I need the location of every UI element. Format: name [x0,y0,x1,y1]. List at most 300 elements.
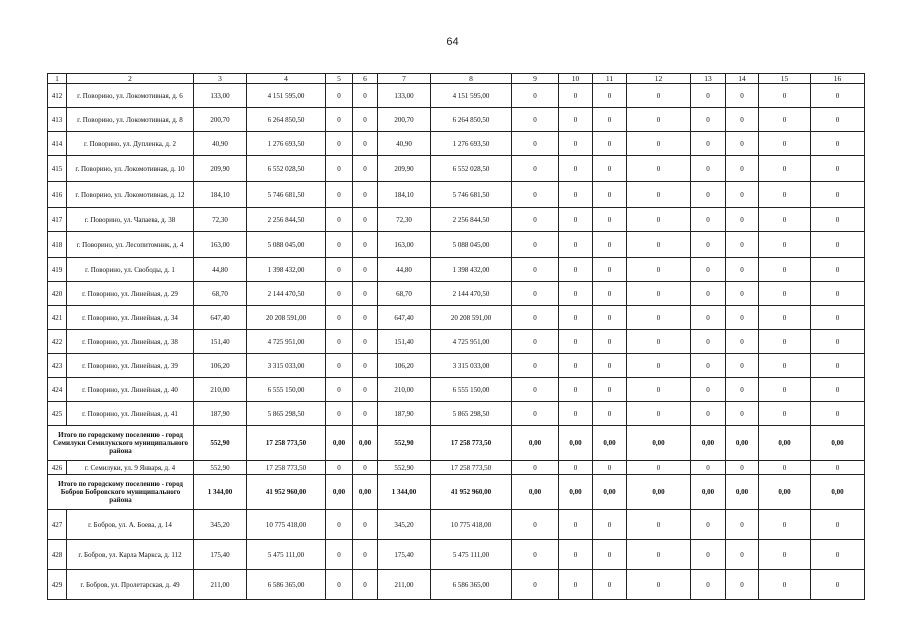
table-cell: 0 [353,182,378,208]
table-cell: 106,20 [194,354,247,378]
table-cell: 68,70 [378,282,431,306]
table-cell: 0 [353,570,378,600]
table-cell: 0,00 [627,475,691,510]
table-cell: 0 [353,306,378,330]
table-cell: г. Поворино, ул. Локомотивная, д. 10 [67,156,194,182]
table-cell: 133,00 [378,84,431,108]
table-cell: 0 [353,84,378,108]
table-cell: г. Поворино, ул. Лесопитомник, д. 4 [67,232,194,258]
table-cell: 0 [326,330,353,354]
table-cell: 0 [512,282,559,306]
column-number-cell: 16 [811,74,865,84]
table-cell: 0 [559,378,593,402]
table-cell: 0 [512,570,559,600]
table-cell: 0 [593,258,627,282]
table-cell: 151,40 [194,330,247,354]
table-cell: 0 [759,182,811,208]
table-cell: 210,00 [194,378,247,402]
table-cell: 106,20 [378,354,431,378]
subtotal-row [48,426,865,461]
table-cell: 0 [726,132,759,156]
table-cell: 0 [559,156,593,182]
table-cell: 0 [759,282,811,306]
table-cell: 0 [759,108,811,132]
table-cell: 0 [627,108,691,132]
table-cell: 17 258 773,50 [247,426,326,461]
table-cell: 647,40 [194,306,247,330]
table-cell: 0 [326,378,353,402]
table-cell: 0 [627,354,691,378]
table-cell: 187,90 [194,402,247,426]
table-cell: 0 [726,208,759,232]
table-cell: 0 [559,282,593,306]
table-cell: 418 [48,232,67,258]
table-cell: 0 [593,510,627,540]
table-cell: 0 [811,232,865,258]
table-cell: 414 [48,132,67,156]
table-cell: 2 144 470,50 [431,282,512,306]
table-cell: 0 [759,510,811,540]
table-cell: 0 [559,540,593,570]
table-cell: 0 [726,306,759,330]
table-cell: 0 [512,378,559,402]
table-cell: 4 151 595,00 [247,84,326,108]
column-number-cell: 1 [48,74,67,84]
table-cell: 5 746 681,50 [247,182,326,208]
table-row [48,540,865,570]
table-cell: 0 [811,570,865,600]
table-cell: г. Поворино, ул. Линейная, д. 38 [67,330,194,354]
table-cell: 0 [326,570,353,600]
table-cell: 428 [48,540,67,570]
table-cell: 0 [353,354,378,378]
table-cell: 0 [512,306,559,330]
table-cell: 345,20 [378,510,431,540]
table-cell: 0 [559,330,593,354]
table-cell: 0,00 [353,426,378,461]
table-cell: 0 [593,461,627,475]
table-cell: 200,70 [194,108,247,132]
column-number-cell: 6 [353,74,378,84]
column-number-cell: 10 [559,74,593,84]
table-cell: 1 344,00 [194,475,247,510]
table-cell: 0 [353,132,378,156]
table-cell: 0 [353,330,378,354]
table-cell: 0 [512,330,559,354]
table-cell: 0 [691,258,726,282]
table-cell: 0 [353,282,378,306]
table-cell: г. Поворино, ул. Линейная, д. 39 [67,354,194,378]
table-row [48,182,865,208]
housing-register-table [47,73,865,600]
table-cell: 0 [326,510,353,540]
table-cell: 345,20 [194,510,247,540]
column-number-row [48,74,865,84]
table-cell: 0 [691,510,726,540]
table-cell: 5 865 298,50 [431,402,512,426]
table-cell: 0 [811,208,865,232]
table-row [48,354,865,378]
table-cell: 0 [627,232,691,258]
table-cell: 552,90 [194,461,247,475]
table-cell: 0 [811,510,865,540]
table-cell: 0 [353,510,378,540]
table-cell: 209,90 [194,156,247,182]
table-cell: 0 [627,306,691,330]
table-cell: 0 [811,282,865,306]
table-cell: 0 [512,132,559,156]
table-cell: 0 [691,570,726,600]
table-cell: 0 [759,84,811,108]
table-cell: 0 [811,84,865,108]
table-cell: 0 [726,354,759,378]
table-cell: 209,90 [378,156,431,182]
table-cell: 0 [512,156,559,182]
table-cell: 0 [726,570,759,600]
table-cell: 2 144 470,50 [247,282,326,306]
table-cell: 10 775 418,00 [247,510,326,540]
table-cell: 0 [627,330,691,354]
table-cell: 0 [353,461,378,475]
table-cell: 0 [559,84,593,108]
table-cell: 1 276 693,50 [247,132,326,156]
table-cell: 0 [326,258,353,282]
table-cell: г. Поворино, ул. Линейная, д. 29 [67,282,194,306]
table-cell: 0 [559,570,593,600]
column-number-cell: 11 [593,74,627,84]
table-cell: 5 475 111,00 [431,540,512,570]
table-cell: 0 [726,84,759,108]
table-cell: 0 [353,540,378,570]
table-cell: 0 [759,232,811,258]
table-cell: 0 [691,108,726,132]
table-cell: 0 [326,306,353,330]
table-cell: 0 [726,282,759,306]
table-cell: 0 [811,182,865,208]
column-number-cell: 5 [326,74,353,84]
table-cell: 0,00 [811,475,865,510]
table-cell: 0 [691,182,726,208]
table-cell: 0 [512,108,559,132]
column-number-cell: 3 [194,74,247,84]
table-cell: 133,00 [194,84,247,108]
table-cell: 0 [691,156,726,182]
table-cell: 0 [593,232,627,258]
table-cell: 0 [811,306,865,330]
table-cell: 0 [559,132,593,156]
table-cell: г. Поворино, ул. Дупленка, д. 2 [67,132,194,156]
table-cell: 0 [811,132,865,156]
table-cell: 0 [559,510,593,540]
table-cell: 0 [593,306,627,330]
table-cell: 0 [512,232,559,258]
table-cell: г. Бобров, ул. Карла Маркса, д. 112 [67,540,194,570]
column-number-cell: 7 [378,74,431,84]
table-cell: 0 [726,108,759,132]
table-cell: 0 [759,378,811,402]
table-cell: 420 [48,282,67,306]
table-cell: 0 [691,208,726,232]
table-cell: 5 088 045,00 [247,232,326,258]
table-cell: 0 [726,510,759,540]
table-cell: 0 [627,84,691,108]
table-cell: г. Поворино, ул. Линейная, д. 41 [67,402,194,426]
table-row [48,108,865,132]
table-cell: 44,80 [378,258,431,282]
table-cell: 0 [559,306,593,330]
table-cell: 0 [759,306,811,330]
table-cell: 0 [353,156,378,182]
table-cell: 0 [627,282,691,306]
table-cell: г. Поворино, ул. Чапаева, д. 38 [67,208,194,232]
table-row [48,258,865,282]
table-cell: 0 [326,182,353,208]
table-cell: 0 [512,354,559,378]
table-cell: 0 [593,378,627,402]
table-cell: 0 [593,282,627,306]
table-cell: 0 [759,330,811,354]
table-cell: 0,00 [512,426,559,461]
table-cell: г. Семилуки, ул. 9 Января, д. 4 [67,461,194,475]
table-cell: 0 [627,510,691,540]
table-cell: 0 [726,232,759,258]
table-cell: г. Поворино, ул. Локомотивная, д. 12 [67,182,194,208]
column-number-cell: 8 [431,74,512,84]
column-number-cell: 14 [726,74,759,84]
table-cell: 44,80 [194,258,247,282]
table-cell: 1 398 432,00 [247,258,326,282]
table-cell: 3 315 033,00 [431,354,512,378]
table-cell: 163,00 [378,232,431,258]
table-cell: 0,00 [726,475,759,510]
table-cell: 0,00 [759,475,811,510]
table-row [48,232,865,258]
subtotal-label: Итого по городскому поселению - город Бобров Бобровского муниципального района [48,475,194,510]
table-cell: 17 258 773,50 [247,461,326,475]
table-cell: 0,00 [691,426,726,461]
column-number-cell: 15 [759,74,811,84]
table-cell: 6 555 150,00 [247,378,326,402]
table-cell: 0 [593,182,627,208]
table-row [48,510,865,540]
table-cell: г. Поворино, ул. Локомотивная, д. 8 [67,108,194,132]
table-cell: 0 [512,510,559,540]
table-cell: 6 264 850,50 [431,108,512,132]
table-cell: 0 [559,108,593,132]
table-cell: 0 [512,540,559,570]
page-number: 64 [446,36,459,48]
table-cell: 0 [811,461,865,475]
column-number-cell: 13 [691,74,726,84]
table-cell: 175,40 [378,540,431,570]
table-cell: 413 [48,108,67,132]
table-cell: 5 746 681,50 [431,182,512,208]
table-cell: 0 [326,132,353,156]
table-row [48,132,865,156]
table-cell: 4 151 595,00 [431,84,512,108]
table-cell: 0 [759,540,811,570]
table-row [48,282,865,306]
table-cell: 412 [48,84,67,108]
table-cell: 0 [353,402,378,426]
table-cell: 422 [48,330,67,354]
table-cell: 72,30 [378,208,431,232]
table-cell: 424 [48,378,67,402]
table-cell: 0 [691,378,726,402]
table-cell: 0 [627,258,691,282]
table-cell: 0 [326,108,353,132]
table-cell: 0 [691,330,726,354]
table-cell: 0 [353,108,378,132]
table-cell: 417 [48,208,67,232]
table-cell: 0 [811,378,865,402]
table-cell: 5 865 298,50 [247,402,326,426]
table-cell: 0 [593,156,627,182]
table-cell: 0,00 [627,426,691,461]
table-cell: 0,00 [759,426,811,461]
table-cell: 0 [759,461,811,475]
table-cell: 0 [326,402,353,426]
table-cell: 0 [512,182,559,208]
table-cell: 6 552 028,50 [431,156,512,182]
table-cell: 552,90 [378,461,431,475]
table-cell: 0 [593,108,627,132]
table-cell: 0 [759,208,811,232]
table-cell: 20 208 591,00 [247,306,326,330]
table-row [48,156,865,182]
table-cell: 0 [759,354,811,378]
table-cell: 0 [559,402,593,426]
table-cell: г. Поворино, ул. Линейная, д. 34 [67,306,194,330]
table-cell: 0 [726,540,759,570]
table-cell: 211,00 [194,570,247,600]
table-cell: г. Поворино, ул. Свободы, д. 1 [67,258,194,282]
table-cell: 0 [559,354,593,378]
subtotal-row [48,475,865,510]
table-cell: 419 [48,258,67,282]
table-cell: 0,00 [559,475,593,510]
table-cell: 0 [627,540,691,570]
table-cell: 425 [48,402,67,426]
table-cell: 0,00 [726,426,759,461]
table-cell: 0 [726,182,759,208]
table-cell: 41 952 960,00 [431,475,512,510]
table-cell: 0 [326,84,353,108]
table-cell: 429 [48,570,67,600]
table-cell: 0 [512,84,559,108]
table-cell: 6 586 365,00 [247,570,326,600]
table-cell: 0 [512,461,559,475]
column-number-cell: 12 [627,74,691,84]
table-cell: 5 088 045,00 [431,232,512,258]
table-cell: 184,10 [378,182,431,208]
table-cell: 0 [691,354,726,378]
table-cell: 0,00 [512,475,559,510]
table-cell: 0 [811,540,865,570]
table-cell: 0 [811,156,865,182]
table-cell: 41 952 960,00 [247,475,326,510]
table-cell: 0 [691,402,726,426]
table-cell: 187,90 [378,402,431,426]
table-cell: 426 [48,461,67,475]
table-cell: 0 [326,461,353,475]
table-row [48,306,865,330]
table-cell: г. Поворино, ул. Локомотивная, д. 6 [67,84,194,108]
table-cell: 0 [512,208,559,232]
table-row [48,378,865,402]
table-cell: 151,40 [378,330,431,354]
table-cell: 415 [48,156,67,182]
table-cell: 0 [512,402,559,426]
table-cell: 175,40 [194,540,247,570]
table-cell: 0 [559,208,593,232]
table-cell: 416 [48,182,67,208]
table-cell: 0 [593,570,627,600]
table-cell: 0 [726,402,759,426]
table-cell: 40,90 [378,132,431,156]
table-cell: 0 [593,540,627,570]
table-cell: 0 [559,258,593,282]
table-cell: 0 [593,402,627,426]
table-cell: 0 [627,461,691,475]
table-cell: 0,00 [593,475,627,510]
table-cell: 0,00 [593,426,627,461]
table-cell: 0 [759,132,811,156]
table-cell: 4 725 951,00 [431,330,512,354]
table-cell: 17 258 773,50 [431,461,512,475]
table-cell: 0 [726,461,759,475]
table-cell: 0 [726,156,759,182]
table-cell: 40,90 [194,132,247,156]
table-cell: 6 264 850,50 [247,108,326,132]
table-cell: 0 [627,570,691,600]
table-cell: 0 [353,258,378,282]
table-cell: 0 [627,156,691,182]
table-cell: 0 [726,330,759,354]
table-cell: г. Бобров, ул. Пролетарская, д. 49 [67,570,194,600]
table-row [48,84,865,108]
table-cell: 0 [691,540,726,570]
table-cell: 0 [559,232,593,258]
table-cell: 0 [353,208,378,232]
table-cell: 0,00 [811,426,865,461]
table-cell: 0 [759,402,811,426]
table-cell: 10 775 418,00 [431,510,512,540]
table-cell: 0 [759,570,811,600]
table-cell: 0 [593,330,627,354]
table-row [48,330,865,354]
table-cell: 0 [726,258,759,282]
table-cell: 0 [691,84,726,108]
table-cell: 0 [559,182,593,208]
table-row [48,570,865,600]
table-cell: 210,00 [378,378,431,402]
table-cell: 3 315 033,00 [247,354,326,378]
table-cell: 0 [811,402,865,426]
table-cell: 0 [512,258,559,282]
table-cell: г. Поворино, ул. Линейная, д. 40 [67,378,194,402]
table-cell: г. Бобров, ул. А. Боева, д. 14 [67,510,194,540]
table-cell: 0,00 [353,475,378,510]
column-number-cell: 9 [512,74,559,84]
table-cell: 0 [811,108,865,132]
table-row [48,208,865,232]
table-cell: 0 [691,461,726,475]
column-number-cell: 2 [67,74,194,84]
table-cell: 0 [691,282,726,306]
table-cell: 5 475 111,00 [247,540,326,570]
table-body [48,74,865,600]
